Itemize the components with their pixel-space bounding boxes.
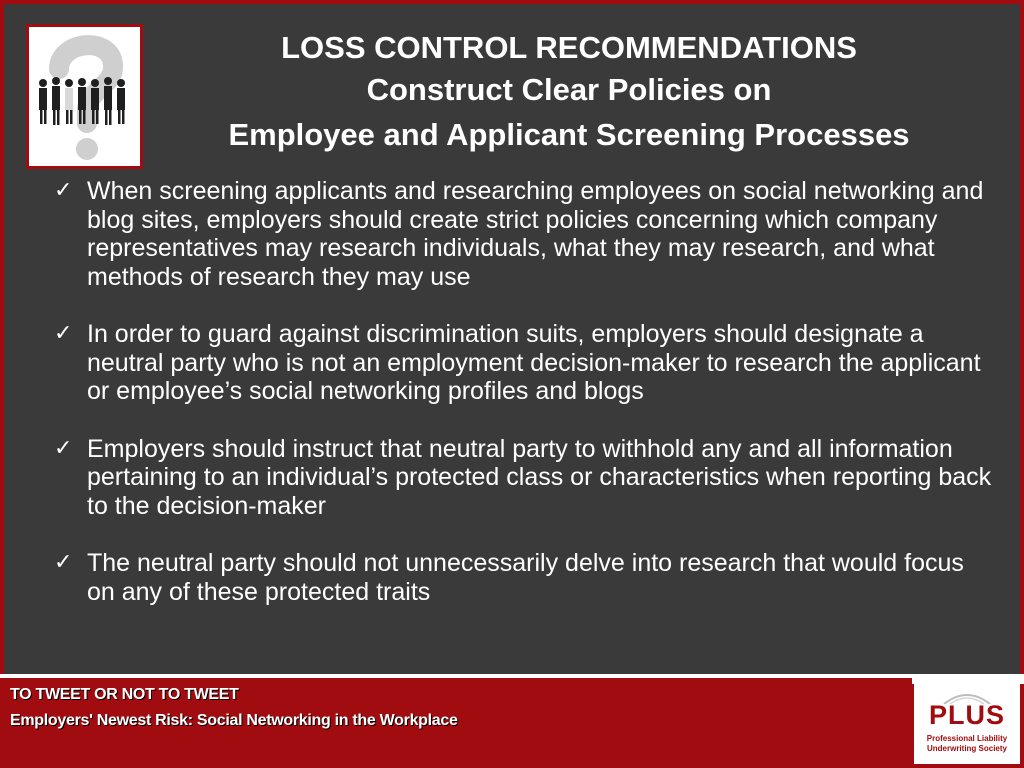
bullet-text: In order to guard against discrimination suits, employers should designate a neutral party who is not an employment decision-maker to research the applicant or employee’s social networking profiles and blogs (87, 320, 981, 405)
recommendation-list (54, 177, 994, 635)
question-mark-people-image (26, 24, 143, 169)
question-mark-people-icon (29, 27, 140, 166)
title-line-1: LOSS CONTROL RECOMMENDATIONS (281, 30, 857, 65)
checkmark-icon: ✓ (54, 435, 73, 461)
list-item (54, 549, 994, 606)
logo-subtitle-line-2: Underwriting Society (926, 744, 1007, 753)
bullet-text: Employers should instruct that neutral party to withhold any and all information pertaining to an individual’s protected class or characteristics when reporting back to the decision-maker (87, 434, 992, 520)
plus-logo (914, 678, 1020, 764)
title-line-3: Employee and Applicant Screening Processes (228, 117, 910, 152)
list-item (54, 435, 994, 521)
checkmark-icon: ✓ (54, 550, 73, 575)
list-item (54, 320, 994, 406)
footer-title: TO TWEET OR NOT TO TWEET (10, 686, 239, 703)
slide-title (154, 28, 984, 158)
logo-subtitle (914, 734, 1020, 754)
slide-body (4, 4, 1020, 674)
list-item (54, 177, 994, 291)
bullet-text: When screening applicants and researching employees on social networking and blog sites, employers should create strict policies concerning which company representatives may research individuals, what they may research, and what methods of research they may use (87, 177, 984, 291)
footer-banner (0, 678, 912, 764)
footer-subtitle: Employers' Newest Risk: Social Networking in the Workplace (10, 712, 458, 729)
bullet-text: The neutral party should not unnecessarily delve into research that would focus on any of these protected traits (87, 549, 964, 606)
title-line-2: Construct Clear Policies on (366, 72, 772, 107)
bottom-border (0, 764, 1024, 768)
logo-subtitle-line-1: Professional Liability (926, 734, 1008, 743)
checkmark-icon: ✓ (54, 321, 73, 346)
logo-text: PLUS (928, 700, 1005, 730)
checkmark-icon: ✓ (54, 178, 73, 203)
